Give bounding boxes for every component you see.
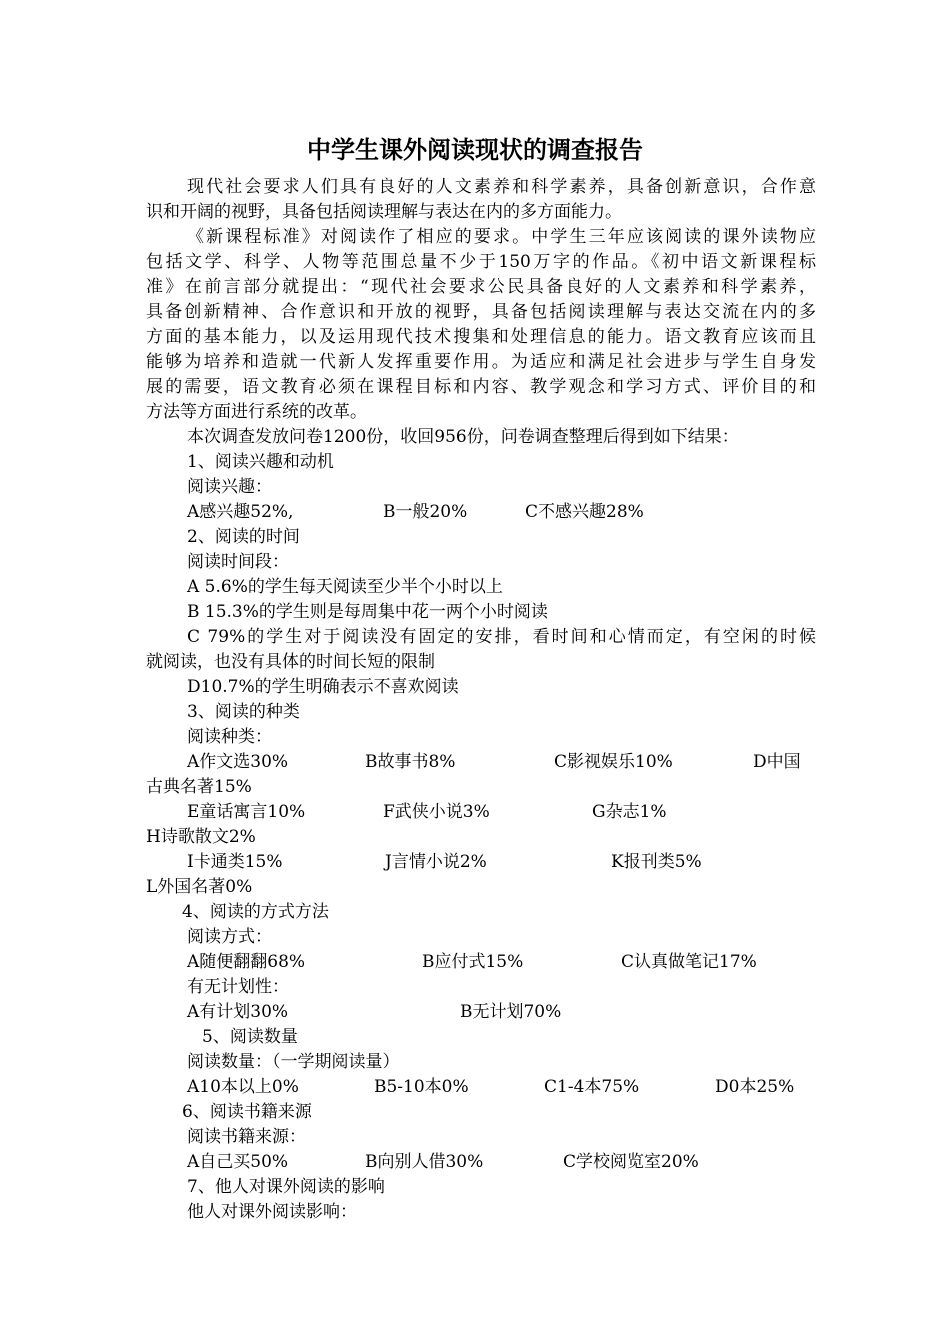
section-3-option-h: H诗歌散文2%: [146, 827, 256, 847]
option-b: B应付式15%: [422, 952, 524, 972]
section-1-heading: 1、阅读兴趣和动机: [187, 452, 334, 472]
section-1-options: [187, 500, 816, 525]
section-3-options-row-2: [187, 800, 816, 825]
section-2-option-c-line-2: 就阅读，也没有具体的时间长短的限制: [146, 652, 435, 672]
section-6-label: 阅读书籍来源：: [187, 1127, 306, 1147]
section-2-option-b: B 15.3%的学生则是每周集中花一两个小时阅读: [187, 602, 548, 622]
option-d: D0本25%: [715, 1077, 795, 1097]
section-4-plan-label: 有无计划性：: [187, 977, 289, 997]
section-5-options: [187, 1075, 816, 1100]
section-3-option-l: L外国名著0%: [146, 877, 253, 897]
document-title: 中学生课外阅读现状的调查报告: [307, 136, 643, 164]
option-j: J言情小说2%: [385, 852, 487, 872]
section-2-heading: 2、阅读的时间: [187, 527, 300, 547]
option-b: B向别人借30%: [365, 1152, 484, 1172]
intro-paragraph-1-line-2: 识和开阔的视野，具备包括阅读理解与表达在内的多方面能力。: [146, 202, 622, 222]
section-3-heading: 3、阅读的种类: [187, 702, 300, 722]
section-3-label: 阅读种类：: [187, 727, 272, 747]
option-c: C不感兴趣28%: [525, 502, 644, 522]
option-e: E童话寓言10%: [187, 802, 306, 822]
intro-paragraph-2-line-2: 包括文学、科学、人物等范围总量不少于150万字的作品。《初中语文新课程标: [146, 252, 816, 272]
option-c: C认真做笔记17%: [621, 952, 757, 972]
intro-paragraph-2-line-1: 《新课程标准》对阅读作了相应的要求。中学生三年应该阅读的课外读物应: [187, 227, 816, 247]
section-4-options: [187, 950, 816, 975]
option-c: C学校阅览室20%: [563, 1152, 699, 1172]
option-a: A10本以上0%: [187, 1077, 299, 1097]
section-3-options-row-3: [187, 850, 816, 875]
section-7-heading: 7、他人对课外阅读的影响: [187, 1177, 385, 1197]
section-5-label: 阅读数量：（一学期阅读量）: [187, 1052, 400, 1072]
option-g: G杂志1%: [592, 802, 667, 822]
option-a: A有计划30%: [187, 1002, 289, 1022]
section-4-label: 阅读方式：: [187, 927, 272, 947]
section-2-option-d: D10.7%的学生明确表示不喜欢阅读: [187, 677, 459, 697]
option-d: D中国: [753, 752, 801, 772]
option-c: C1-4本75%: [544, 1077, 640, 1097]
intro-paragraph-2-line-5: 方面的基本能力，以及运用现代技术搜集和处理信息的能力。语文教育应该而且: [146, 327, 816, 347]
section-3-options-row-1: [187, 750, 816, 775]
option-k: K报刊类5%: [611, 852, 702, 872]
section-4-plan-options: [187, 1000, 816, 1025]
option-a: A感兴趣52%,: [187, 502, 294, 522]
section-2-option-a: A 5.6%的学生每天阅读至少半个小时以上: [187, 577, 503, 597]
option-c: C影视娱乐10%: [554, 752, 673, 772]
section-5-heading: 5、阅读数量: [202, 1027, 298, 1047]
intro-paragraph-2-line-4: 具备创新精神、合作意识和开放的视野，具备包括阅读理解与表达交流在内的多: [146, 302, 816, 322]
option-a: A自己买50%: [187, 1152, 289, 1172]
intro-paragraph-3: 本次调查发放问卷1200份，收回956份，问卷调查整理后得到如下结果：: [187, 427, 739, 447]
option-b: B一般20%: [383, 502, 468, 522]
intro-paragraph-2-line-8: 方法等方面进行系统的改革。: [146, 402, 367, 422]
intro-paragraph-1-line-1: 现代社会要求人们具有良好的人文素养和科学素养，具备创新意识，合作意: [187, 177, 816, 197]
option-a: A随便翻翻68%: [187, 952, 306, 972]
section-3-option-d-continued: 古典名著15%: [146, 777, 252, 797]
intro-paragraph-2-line-7: 展的需要，语文教育必须在课程目标和内容、教学观念和学习方式、评价目的和: [146, 377, 816, 397]
section-6-heading: 6、阅读书籍来源: [182, 1102, 312, 1122]
intro-paragraph-2-line-3: 准》在前言部分就提出：“现代社会要求公民具备良好的人文素养和科学素养，: [146, 277, 816, 297]
option-a: A作文选30%: [187, 752, 289, 772]
section-2-option-c-line-1: C 79%的学生对于阅读没有固定的安排，看时间和心情而定，有空闲的时候: [187, 627, 816, 647]
section-7-label: 他人对课外阅读影响：: [187, 1202, 357, 1222]
option-i: I卡通类15%: [187, 852, 283, 872]
option-f: F武侠小说3%: [383, 802, 490, 822]
option-b: B5-10本0%: [374, 1077, 469, 1097]
option-b: B故事书8%: [365, 752, 456, 772]
section-6-options: [187, 1150, 816, 1175]
intro-paragraph-2-line-6: 能够为培养和造就一代新人发挥重要作用。为适应和满足社会进步与学生自身发: [146, 352, 816, 372]
option-b: B无计划70%: [460, 1002, 562, 1022]
section-1-label: 阅读兴趣：: [187, 477, 272, 497]
section-2-label: 阅读时间段：: [187, 552, 289, 572]
section-4-heading: 4、阅读的方式方法: [182, 902, 329, 922]
